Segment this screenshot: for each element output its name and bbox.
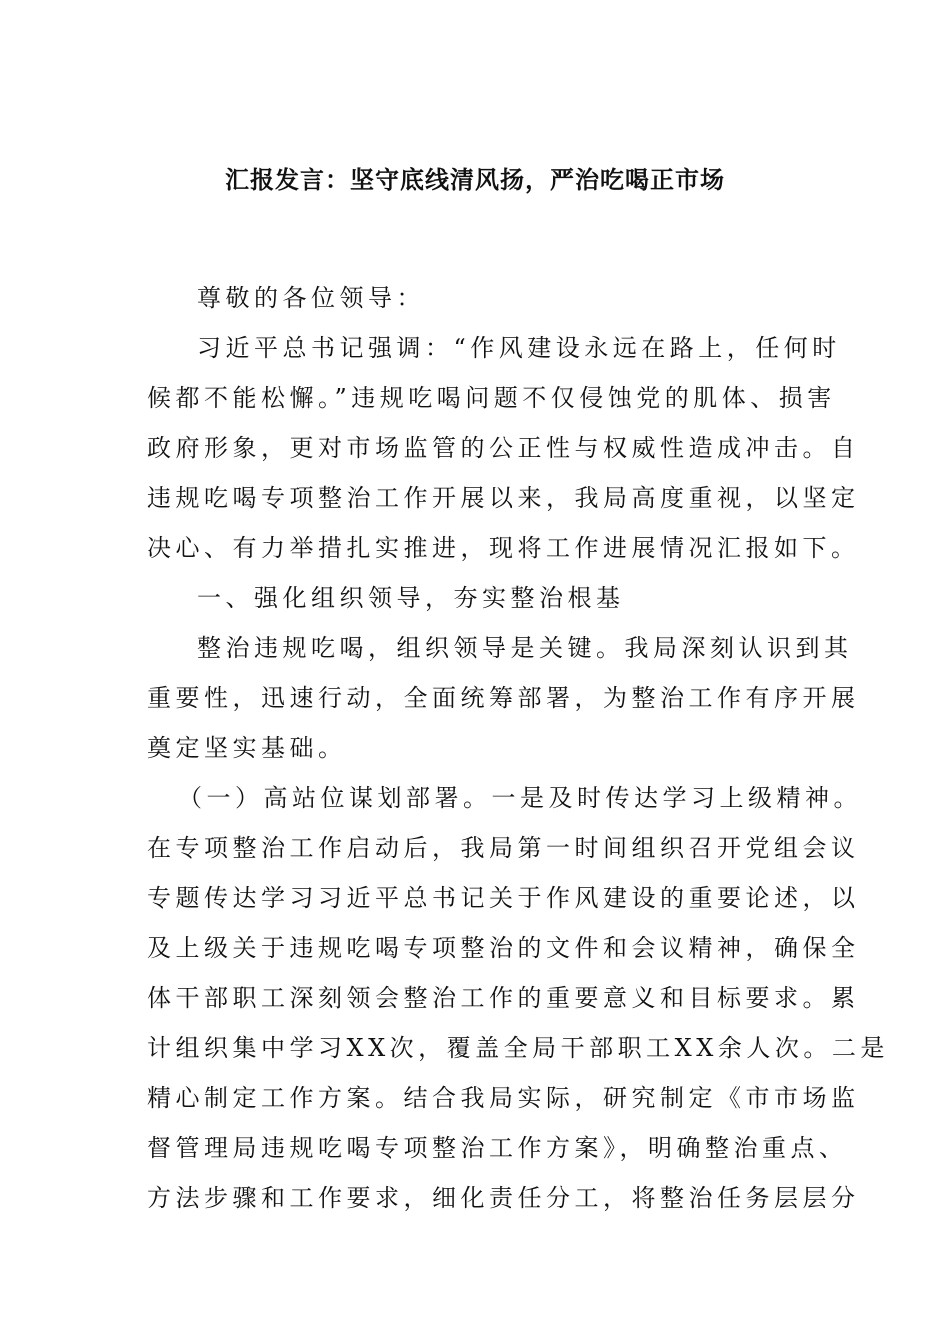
document-title: 汇报发言：坚守底线清风扬，严治吃喝正市场: [225, 166, 725, 194]
body-line: 候都不能松懈。”违规吃喝问题不仅侵蚀党的肌体、损害: [147, 384, 836, 412]
body-line: 方法步骤和工作要求，细化责任分工，将整治任务层层分: [147, 1184, 860, 1212]
body-line: 整治违规吃喝，组织领导是关键。我局深刻认识到其: [197, 634, 853, 662]
body-line: 习近平总书记强调：“作风建设永远在路上，任何时: [197, 334, 841, 362]
salutation: 尊敬的各位领导：: [197, 284, 425, 312]
section-heading: 一、强化组织领导，夯实整治根基: [197, 584, 625, 612]
body-line: 精心制定工作方案。结合我局实际，研究制定《市市场监: [147, 1084, 860, 1112]
body-line: 政府形象，更对市场监管的公正性与权威性造成冲击。自: [147, 434, 860, 462]
body-line: 决心、有力举措扎实推进，现将工作进展情况汇报如下。: [147, 534, 860, 562]
body-line: 专题传达学习习近平总书记关于作风建设的重要论述，以: [147, 884, 860, 912]
body-line: 重要性，迅速行动，全面统筹部署，为整治工作有序开展: [147, 684, 860, 712]
body-line: 计组织集中学习XX次，覆盖全局干部职工XX余人次。二是: [147, 1034, 889, 1062]
body-line: 督管理局违规吃喝专项整治工作方案》，明确整治重点、: [147, 1134, 848, 1162]
body-line: 体干部职工深刻领会整治工作的重要意义和目标要求。累: [147, 984, 860, 1012]
body-line: 违规吃喝专项整治工作开展以来，我局高度重视，以坚定: [147, 484, 860, 512]
body-line: 在专项整治工作启动后，我局第一时间组织召开党组会议: [147, 834, 860, 862]
body-line: 及上级关于违规吃喝专项整治的文件和会议精神，确保全: [147, 934, 860, 962]
subsection-line: （一）高站位谋划部署。一是及时传达学习上级精神。: [178, 784, 862, 812]
body-line: 奠定坚实基础。: [147, 734, 347, 762]
